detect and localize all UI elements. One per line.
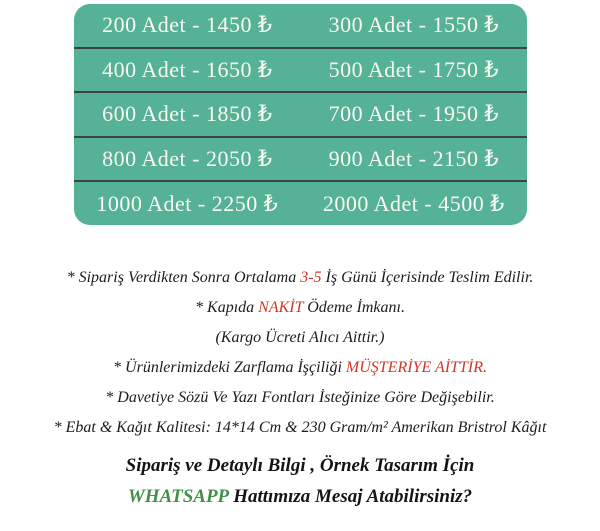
price-cell: 2000 Adet - 4500 ₺ xyxy=(322,190,505,216)
price-cell: 200 Adet - 1450 ₺ xyxy=(102,12,273,38)
cta-line-2-rest: Hattımıza Mesaj Atabilirsiniz? xyxy=(228,486,473,507)
price-table-row xyxy=(74,91,527,136)
note-text: * Ebat & Kağıt Kalitesi: 14*14 Cm & 230 Gram/m² Amerikan Bristrol Kâğıt xyxy=(53,419,547,436)
note-text: Ödeme İmkanı. xyxy=(303,299,405,316)
price-cell: 900 Adet - 2150 ₺ xyxy=(328,146,499,172)
price-table-row xyxy=(74,180,527,225)
note-highlight: NAKİT xyxy=(258,299,304,316)
note-delivery-time xyxy=(0,263,600,293)
note-envelope-labor xyxy=(0,353,600,383)
notes-section xyxy=(0,263,600,443)
cta-line-1: Sipariş ve Detaylı Bilgi , Örnek Tasarım İçin xyxy=(125,455,475,476)
note-shipping-fee xyxy=(0,323,600,353)
note-customization xyxy=(0,383,600,413)
note-cash-payment xyxy=(0,293,600,323)
price-cell: 500 Adet - 1750 ₺ xyxy=(328,56,499,82)
note-text: İş Günü İçerisinde Teslim Edilir. xyxy=(321,269,534,286)
price-cell: 800 Adet - 2050 ₺ xyxy=(102,146,273,172)
price-cell: 1000 Adet - 2250 ₺ xyxy=(96,190,279,216)
note-text: (Kargo Ücreti Alıcı Aittir.) xyxy=(215,329,385,346)
price-cell: 700 Adet - 1950 ₺ xyxy=(328,101,499,127)
price-cell: 600 Adet - 1850 ₺ xyxy=(102,101,273,127)
price-table xyxy=(74,4,527,225)
note-size-quality xyxy=(0,413,600,443)
note-text: * Kapıda xyxy=(195,299,259,316)
note-text: * Ürünlerimizdeki Zarflama İşçiliği xyxy=(113,359,346,376)
price-table-row xyxy=(74,4,527,47)
price-cell: 400 Adet - 1650 ₺ xyxy=(102,56,273,82)
note-highlight: 3-5 xyxy=(300,269,322,286)
whatsapp-label: WHATSAPP xyxy=(127,486,229,507)
price-cell: 300 Adet - 1550 ₺ xyxy=(328,12,499,38)
price-table-row xyxy=(74,136,527,181)
note-highlight: MÜŞTERİYE AİTTİR. xyxy=(345,359,487,376)
price-table-row xyxy=(74,47,527,92)
note-text: * Davetiye Sözü Ve Yazı Fontları İsteğinize Göre Değişebilir. xyxy=(105,389,495,406)
contact-cta xyxy=(0,450,600,512)
note-text: * Sipariş Verdikten Sonra Ortalama xyxy=(66,269,301,286)
cta-line-2 xyxy=(0,481,600,512)
